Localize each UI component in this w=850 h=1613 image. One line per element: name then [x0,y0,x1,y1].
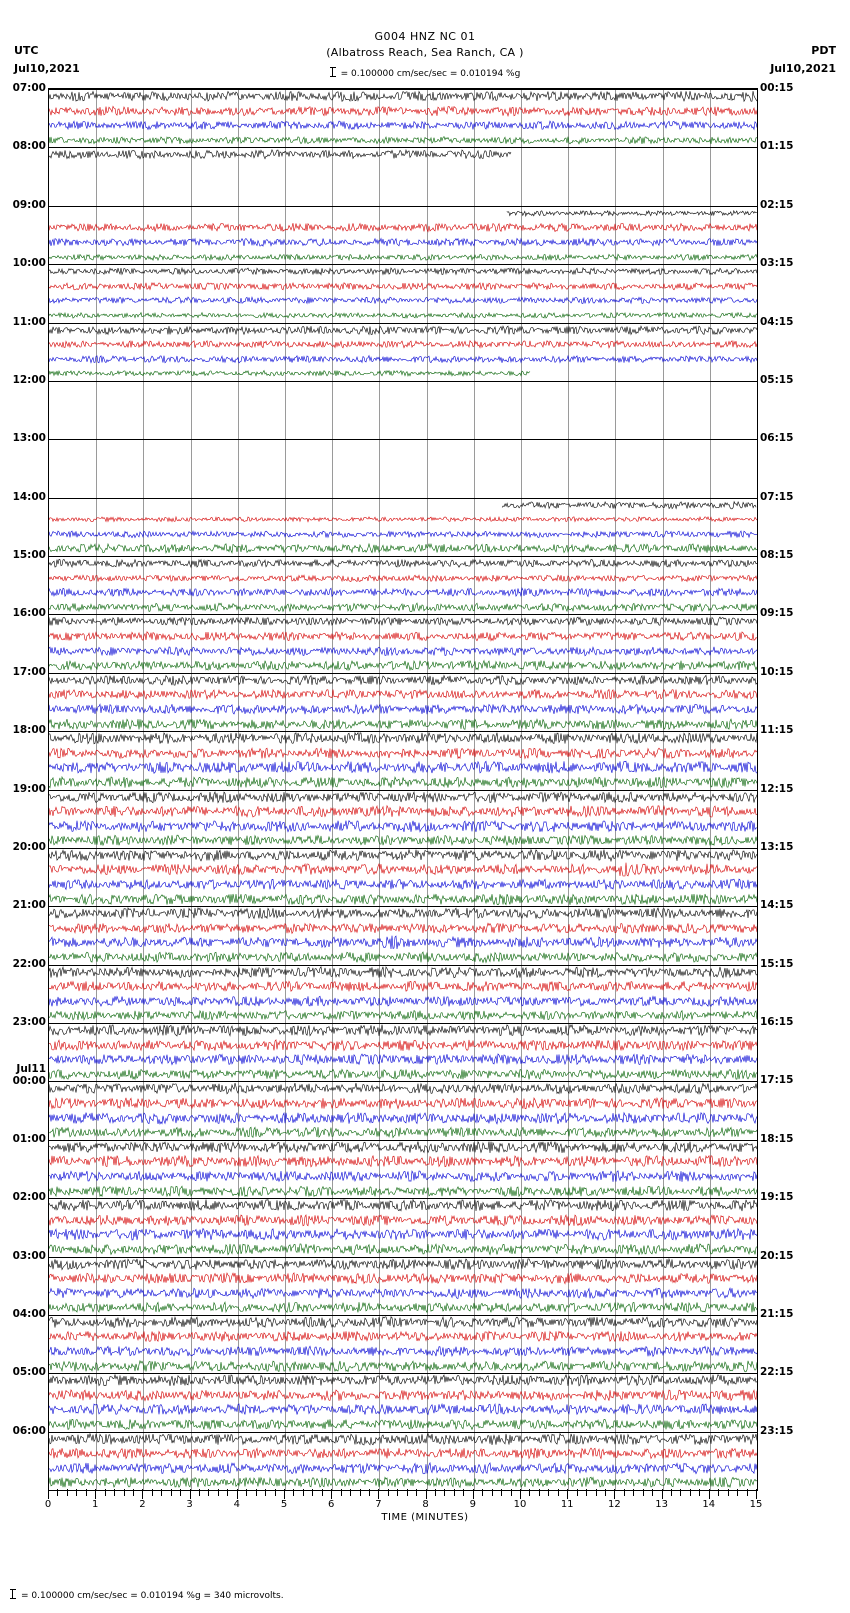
x-tick-minor [246,1489,247,1496]
x-tick-minor [633,1489,634,1496]
seismic-trace [49,1154,757,1169]
seismic-trace [49,323,757,338]
x-tick-label: 1 [92,1499,99,1510]
x-tick-minor [699,1489,700,1496]
seismic-trace [49,235,757,250]
x-tick-major [142,1489,143,1499]
pdt-time-label: 11:15 [760,724,794,737]
seismic-trace [49,892,757,907]
pdt-time-label: 01:15 [760,140,794,153]
utc-time-label: 01:00 [12,1132,46,1145]
seismic-trace [49,147,757,162]
seismic-trace [49,790,757,805]
seismic-trace [49,571,757,586]
x-tick-minor [690,1489,691,1496]
pdt-zone-label: PDT [811,44,836,57]
seismic-trace [49,760,757,775]
x-tick-minor [444,1489,445,1496]
pdt-time-label: 06:15 [760,432,794,445]
utc-time-label: 18:00 [12,724,46,737]
x-tick-minor [161,1489,162,1496]
utc-time-label: 21:00 [12,899,46,912]
seismic-trace [49,673,757,688]
x-tick-minor [492,1489,493,1496]
x-tick-minor [529,1489,530,1496]
x-tick-major [378,1489,379,1499]
x-tick-label: 2 [139,1499,146,1510]
x-tick-minor [322,1489,323,1496]
seismic-trace [49,862,757,877]
seismic-trace [49,1140,757,1155]
x-tick-minor [114,1489,115,1496]
seismic-trace [49,702,757,717]
seismic-trace [49,833,757,848]
seismic-trace [49,1432,757,1447]
utc-time-label: Jul11 00:00 [12,1063,46,1088]
seismic-trace [49,1286,757,1301]
seismic-trace [49,1300,757,1315]
x-tick-minor [208,1489,209,1496]
pdt-time-label: 09:15 [760,607,794,620]
x-tick-minor [57,1489,58,1496]
seismic-trace [49,950,757,965]
seismic-trace [49,541,757,556]
x-tick-label: 5 [280,1499,288,1510]
x-tick-major [190,1489,191,1499]
x-tick-major [520,1489,521,1499]
seismic-trace [49,191,757,206]
seismic-trace [49,804,757,819]
x-tick-minor [463,1489,464,1496]
seismic-trace [49,512,757,527]
x-tick-label: 8 [422,1499,429,1510]
seismic-trace [49,935,757,950]
x-tick-minor [511,1489,512,1496]
seismic-trace [49,1023,757,1038]
x-tick-label: 14 [702,1499,716,1510]
utc-time-label: 23:00 [12,1016,46,1028]
pdt-time-label: 20:15 [760,1249,794,1262]
seismic-trace [49,381,757,396]
pdt-time-label: 05:15 [760,373,794,386]
seismic-trace [49,133,757,148]
seismic-trace [49,600,757,615]
utc-time-label: 19:00 [12,782,46,795]
seismic-trace [49,352,757,367]
x-axis [44,1489,763,1510]
x-tick-minor [596,1489,597,1496]
seismic-trace [49,1038,757,1053]
x-tick-major [756,1489,757,1499]
x-tick-minor [539,1489,540,1496]
seismic-trace [49,746,757,761]
x-tick-label: 3 [186,1499,193,1510]
x-tick-minor [341,1489,342,1496]
seismic-trace [49,1242,757,1257]
x-tick-minor [293,1489,294,1496]
x-tick-minor [105,1489,106,1496]
x-tick-minor [548,1489,549,1496]
station-title: G004 HNZ NC 01 [374,30,476,43]
scale-note [0,66,850,79]
utc-time-label: 22:00 [12,957,46,970]
seismic-trace [49,425,757,440]
pdt-time-label: 10:15 [760,665,794,678]
seismic-trace [49,1008,757,1023]
seismic-trace [49,454,757,469]
seismic-trace [49,1388,757,1403]
utc-time-label: 07:00 [12,82,46,94]
seismic-trace [49,848,757,863]
seismic-trace [49,89,757,104]
x-tick-label: 0 [44,1499,52,1510]
seismic-trace [49,1198,757,1213]
x-tick-minor [275,1489,276,1496]
utc-time-label: 16:00 [12,607,46,620]
x-tick-minor [737,1489,738,1496]
seismic-trace [49,118,757,133]
x-tick-label: 11 [560,1499,574,1510]
x-tick-minor [86,1489,87,1496]
seismic-trace [49,1329,757,1344]
x-tick-minor [643,1489,644,1496]
x-tick-minor [180,1489,181,1496]
x-tick-major [331,1489,332,1499]
x-tick-minor [407,1489,408,1496]
pdt-time-label: 08:15 [760,549,794,561]
seismic-trace [49,1184,757,1199]
seismic-trace [49,1373,757,1388]
x-tick-major [614,1489,615,1499]
x-tick-minor [388,1489,389,1496]
x-tick-minor [303,1489,304,1496]
seismic-trace [49,177,757,192]
seismic-trace [49,206,757,221]
x-tick-minor [171,1489,172,1496]
utc-zone-label: UTC [14,44,39,57]
x-tick-minor [227,1489,228,1496]
seismic-trace [49,308,757,323]
x-tick-label: 9 [469,1499,476,1510]
seismic-trace [49,468,757,483]
seismic-trace [49,250,757,265]
pdt-time-label: 17:15 [760,1074,794,1087]
seismic-trace [49,556,757,571]
seismic-trace [49,104,757,119]
x-tick-minor [360,1489,361,1496]
x-tick-major [567,1489,568,1499]
seismic-trace [49,1111,757,1126]
x-tick-label: 7 [375,1499,382,1510]
x-tick-minor [416,1489,417,1496]
x-tick-minor [124,1489,125,1496]
pdt-time-label: 19:15 [760,1191,794,1204]
x-tick-minor [218,1489,219,1496]
pdt-time-label: 15:15 [760,957,794,970]
utc-time-label: 17:00 [12,665,46,678]
x-tick-minor [482,1489,483,1496]
x-tick-minor [718,1489,719,1496]
seismic-trace [49,906,757,921]
pdt-time-label: 23:15 [760,1424,794,1437]
seismic-trace [49,366,757,381]
utc-time-label: 15:00 [12,549,46,561]
seismic-trace [49,279,757,294]
scale-note-text: = 0.100000 cm/sec/sec = 0.010194 %g [340,69,521,79]
pdt-date-label: Jul10,2021 [770,62,836,75]
seismic-trace [49,1446,757,1461]
pdt-time-label: 03:15 [760,257,794,270]
seismic-trace [49,717,757,732]
seismic-trace [49,337,757,352]
x-axis-label: TIME (MINUTES) [381,1512,469,1523]
seismic-trace [49,1315,757,1330]
x-tick-minor [605,1489,606,1496]
scale-bar-icon [330,67,336,77]
seismic-trace [49,965,757,980]
x-tick-major [709,1489,710,1499]
footer-scale-note [10,1588,284,1601]
seismic-trace [49,483,757,498]
x-tick-major [426,1489,427,1499]
seismic-trace [49,1461,757,1476]
seismic-trace [49,293,757,308]
utc-time-label: 20:00 [12,840,46,853]
seismic-trace [49,1475,757,1490]
seismic-trace [49,220,757,235]
pdt-time-label: 14:15 [760,899,794,912]
x-tick-minor [671,1489,672,1496]
seismic-trace [49,1169,757,1184]
seismic-trace [49,1417,757,1432]
x-tick-major [95,1489,96,1499]
x-tick-minor [199,1489,200,1496]
x-tick-minor [435,1489,436,1496]
pdt-time-label: 02:15 [760,198,794,211]
seismic-trace [49,687,757,702]
pdt-time-label: 16:15 [760,1016,794,1028]
x-tick-minor [397,1489,398,1496]
seismic-trace [49,775,757,790]
x-tick-minor [586,1489,587,1496]
seismic-trace [49,731,757,746]
x-tick-minor [577,1489,578,1496]
x-tick-minor [454,1489,455,1496]
pdt-time-label: 18:15 [760,1132,794,1145]
x-tick-minor [728,1489,729,1496]
pdt-time-label: 21:15 [760,1307,794,1320]
x-tick-label: 12 [608,1499,621,1510]
seismic-trace [49,658,757,673]
x-tick-major [237,1489,238,1499]
seismic-trace [49,994,757,1009]
seismic-trace [49,1257,757,1272]
x-tick-minor [350,1489,351,1496]
seismic-trace [49,264,757,279]
seismic-trace [49,979,757,994]
x-tick-minor [76,1489,77,1496]
seismic-trace [49,439,757,454]
x-tick-label: 6 [328,1499,335,1510]
seismic-trace [49,921,757,936]
seismic-trace [49,1052,757,1067]
x-tick-label: 10 [513,1499,527,1510]
pdt-time-label: 04:15 [760,315,794,328]
seismic-trace [49,629,757,644]
utc-time-label: 12:00 [12,373,46,386]
seismic-trace [49,1227,757,1242]
x-tick-minor [67,1489,68,1496]
station-location: (Albatross Reach, Sea Ranch, CA ) [326,46,524,59]
x-tick-minor [680,1489,681,1496]
utc-time-label: 14:00 [12,490,46,503]
seismic-trace [49,614,757,629]
utc-time-label: 06:00 [12,1424,46,1437]
pdt-time-label: 12:15 [760,782,794,795]
x-tick-minor [501,1489,502,1496]
seismic-trace [49,1096,757,1111]
utc-time-label: 05:00 [12,1366,46,1379]
utc-time-label: 04:00 [12,1307,46,1320]
seismogram-plot [48,88,758,1491]
seismic-trace [49,1081,757,1096]
pdt-time-label: 22:15 [760,1366,794,1379]
x-tick-minor [747,1489,748,1496]
x-tick-minor [133,1489,134,1496]
x-tick-minor [624,1489,625,1496]
x-tick-minor [312,1489,313,1496]
x-tick-label: 4 [233,1499,240,1510]
x-tick-minor [652,1489,653,1496]
x-tick-major [662,1489,663,1499]
utc-time-label: 11:00 [12,315,46,328]
footer-scale-bar-icon [10,1589,16,1599]
seismic-trace [49,1271,757,1286]
x-tick-major [473,1489,474,1499]
utc-time-label: 03:00 [12,1249,46,1262]
seismic-trace [49,410,757,425]
seismic-trace [49,1213,757,1228]
seismic-trace [49,395,757,410]
x-tick-label: 13 [655,1499,668,1510]
x-tick-label: 15 [749,1499,763,1510]
seismic-trace [49,644,757,659]
pdt-time-label: 13:15 [760,840,794,853]
seismic-trace [49,527,757,542]
x-tick-minor [369,1489,370,1496]
utc-date-label: Jul10,2021 [14,62,80,75]
utc-time-label: 10:00 [12,257,46,270]
seismic-trace [49,498,757,513]
footer-note-text: = 0.100000 cm/sec/sec = 0.010194 %g = 340 microvolts. [21,1591,284,1601]
x-tick-minor [152,1489,153,1496]
x-tick-minor [265,1489,266,1496]
x-tick-major [48,1489,49,1499]
x-tick-minor [558,1489,559,1496]
seismic-trace [49,162,757,177]
seismic-trace [49,877,757,892]
utc-time-label: 13:00 [12,432,46,445]
seismic-trace [49,819,757,834]
seismic-trace [49,1125,757,1140]
x-tick-minor [256,1489,257,1496]
seismic-trace [49,1344,757,1359]
pdt-time-label: 07:15 [760,490,794,503]
seismic-trace [49,1359,757,1374]
seismic-trace [49,1067,757,1082]
seismic-trace [49,1402,757,1417]
utc-time-label: 02:00 [12,1191,46,1204]
utc-time-label: 09:00 [12,198,46,211]
x-tick-major [284,1489,285,1499]
utc-time-label: 08:00 [12,140,46,153]
pdt-time-label: 00:15 [760,82,794,94]
seismic-trace [49,585,757,600]
